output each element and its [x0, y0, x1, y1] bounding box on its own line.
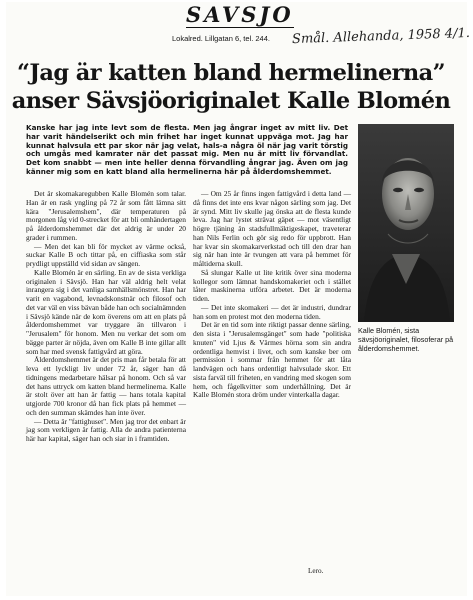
col1-paragraph: — Men det kan bli för mycket av värme också, suckar Kalle B och tittar på, en ciffiaska som står prydligt uppställd vid sidan av sängen.: [26, 241, 186, 268]
col2-paragraph: — Om 25 år finns ingen fattigvård i detta land — då finns det inte ens kvar någon särling som jag. Det är synd. Mitt liv skulle jag önska att de flesta kunde leva. Jag har lystet strävat gäpet — mot väsentligt högre tjäning än stadsfullmäktigeskapet, traveterar han Nils Ferlin och gör sig redo för uppbrott. Han har kvar sin skomakarverkstad och till den drar han sig när han inte är tvungen att vara på hemmet för måltiderna skull.: [193, 189, 351, 268]
col1-paragraph: — Detta är "fattighuset". Men jag tror det enbart är jag som verkligen är fattig. Alla de andra patienterna här har kapital, säger han och siar in i framtiden.: [26, 416, 186, 443]
col2-paragraph: Så slungar Kalle ut lite kritik över sina moderna kollegor som lämnat handskomakeriet och i stället låter maskinerna utföra arbetet. Det är moderna tiden.: [193, 267, 351, 303]
portrait-photo: [358, 124, 454, 322]
col1-paragraph: Kalle Blomén är en särling. En av de sista verkliga originalen i Sävsjö. Han har väl aldrig helt velat inrangera sig i det vanliga samhällsmönstret. Han har varit en vagabond, levnadskonstnär och filosof och det var väl en viss bävan både han och socialnämnden i Sävsjö kände när de kom överens om att en plats på ålderdomshemmet var tryggare än tillvaron i "Jerusalem" för honom. Men nu verkar det som om bägge parter är nöjda, även om Kalle B inte gillar allt som har med svensk fattigvård att göra.: [26, 267, 186, 356]
column-1: [26, 190, 186, 444]
author-signature: Lero.: [308, 567, 324, 575]
col2-paragraph: Det är en tid som inte riktigt passar denne särling, den sista i "Jerusalemsgänget" som hade "politiska knuten" vid Ljus & Värmes hörna som sin andra ordentliga hemvist i livet, och som kanske ber om permission i sommar från hemmet för att låta landvägen och hans ordentligt halvsulade skor. Ett sista farväl till friheten, en vandring med skogen som hem, och fågelkvitter som underhållning. Det är Kalle Blomén stora dröm under vinterkalla dagar.: [193, 320, 351, 400]
headline-line-1: “Jag är katten bland hermelinerna”: [17, 60, 445, 86]
portrait-image: [358, 124, 454, 322]
headline-line-2: anser Sävsjöoriginalet Kalle Blomén: [11, 88, 451, 114]
col1-paragraph: Ålderdomshemmet är det pris man får betala för att leva ett lyckligt liv under 72 år, säger han då tidningens medarbetare hälsar på honom. Och så var det hans uttryck om katten bland hermelinerna. Kalle är stolt över att han är fattig — hans totala kapital utgjorde 700 kronor då han fick plats på hemmet — och den summan skämdes han inte över.: [26, 355, 186, 417]
photo-caption: Kalle Blomén, sista sävsjöoriginalet, filosoferar på ålderdomshemmet.: [358, 326, 454, 353]
col2-paragraph: — Det inte skomakeri — det är industri, dundrar han som en protest mot den moderna tiden.: [193, 302, 351, 321]
masthead: SAVSJO: [186, 2, 294, 27]
address-line: Lokalred. Lillgatan 6, tel. 244.: [172, 34, 270, 43]
column-2: [193, 190, 351, 400]
intro-paragraph: Kanske har jag inte levt som de flesta. Men jag ångrar inget av mitt liv. Det har varit händelserikt och min frihet har inget kunnat uppväga mot. Jag har kunnat halvsula ett par skor när jag velat, hals-a några öl när jag varit törstig och umgås med kamrater när det passat mig. Men nu är mitt liv förvandlat. Det kom snabbt — men inte heller denna förvandling ångrar jag. Även om jag känner mig som en katt bland alla hermelinerna här på ålderdomshemmet.: [26, 123, 348, 176]
col1-paragraph: Det är skomakaregubben Kalle Blomén som talar. Han är en rask yngling på 72 år som fått lämna sitt kära "Jerusalemshem", där temperaturen på morgonen låg vid 0-strecket för att bli omhändertagen på ålderdomshemmet där det aldrig är under 20 grader i rummen.: [26, 189, 186, 242]
handwritten-note: Smål. Allehanda, 1958 4/1.: [291, 25, 471, 48]
